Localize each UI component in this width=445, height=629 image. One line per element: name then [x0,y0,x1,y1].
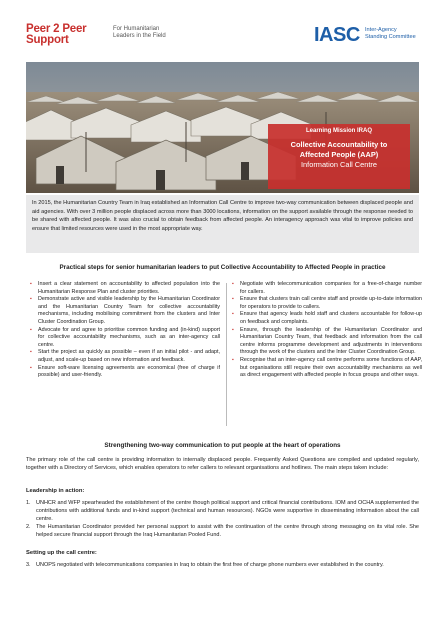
practical-steps-heading: Practical steps for senior humanitarian leaders to put Collective Accountability to Affected People in practice [59,264,386,271]
list-item [26,500,419,523]
leadership-list [26,500,419,541]
list-item: ▪ Insert a clear statement on accountability to affected population into the Humanitarian Response Plan and cluster priorities. [30,281,220,296]
list-item [26,524,419,540]
list-item: ▪ Recognise that an inter-agency call centre performs some functions of AAP, but organisations still require their own accountability mechanisms as well as direct engagement with affected people in focus groups and other ways. [232,357,422,380]
list-item: ▪ Ensure soft-ware licensing agreements are economical (free of charge if possible) and user-friendly. [30,365,220,380]
setup-list [26,562,419,571]
list-text: The Humanitarian Coordinator provided her personal support to assist with the continuation of the centre through strong messaging on its vital role. She helped secure financial support through the Iraq Humanitarian Pooled Fund. [36,524,419,539]
list-item: ▪ Negotiate with telecommunication companies for a free-of-charge number for callers. [232,281,422,296]
iasc-tagline-line1: Inter-Agency [365,27,397,33]
mission-title-line1: Collective Accountability to [290,140,388,149]
p2p-logo-line2: Support [26,34,69,46]
practical-steps-left-list [30,281,220,380]
list-item: ▪ Ensure, through the leadership of the Humanitarian Coordinator and Humanitarian Country Team, that feedback and information from the call centre informs programme development and adjustments in interventions through the work of the clusters and the Inter Cluster Coordination Group. [232,327,422,357]
list-item: ▪ Advocate for and agree to prioritise common funding and (in-kind) support for collective accountability mechanisms, such as an inter-agency call centre. [30,327,220,350]
list-item: ▪ Demonstrate active and visible leadership by the Humanitarian Coordinator and the Humanitarian Country Team for collective accountability mechanisms, including mobilising commitment from the clusters and Inter Cluster Coordination Group. [30,296,220,326]
iasc-logo: IASC [314,24,360,46]
list-number: 3. [26,562,31,568]
iasc-tagline [365,27,416,41]
list-text: UNOPS negotiated with telecommunications companies in Iraq to obtain the first free of charge phone numbers ever established in the country. [36,562,384,568]
column-divider [226,283,227,426]
leadership-label: Leadership in action: [26,488,85,494]
primary-role-paragraph: The primary role of the call centre is providing information to internally displaced people. Frequently Asked Questions are compiled and updated regularly, together with a Directory of Services, which enables operators to refer callers to relevant organisations and hotlines. The main steps taken include: [26,457,419,471]
intro-paragraph: In 2015, the Humanitarian Country Team in Iraq established an Information Call Centre to improve two-way communication between displaced people and aid agencies. With over 3 million people displaced across more than 3000 locations, information on the support available through the response needed to be shared with affected people. It was also crucial to obtain feedback from affected people. An interagency approach was vital to improve policies and ensure that limited resources were used in the most appropriate way. [26,195,419,253]
iasc-tagline-line2: Standing Committee [365,34,416,40]
p2p-logo-line1: Peer 2 Peer [26,23,87,35]
p2p-tagline-line1: For Humanitarian [113,26,160,32]
mission-kicker: Learning Mission IRAQ [305,128,372,134]
list-item: ▪ Ensure that agency leads hold staff and clusters accountable for follow-up on feedback and complaints. [232,311,422,326]
list-text: UNHCR and WFP spearheaded the establishment of the centre though political support and critical financial contributions. IOM and OCHA supplemented the contributions with additional funds and in-kind support (technical and human resources). NGOs were supportive in disseminating information about the call centre. [36,500,419,522]
list-item: ▪ Ensure that clusters train call centre staff and provide up-to-date information for operators to provide to callers. [232,296,422,311]
list-item [26,562,419,570]
practical-steps-right-list [232,281,422,380]
page-header [0,0,445,62]
list-number: 1. [26,500,31,506]
setup-label: Setting up the call centre: [26,550,97,556]
p2p-tagline [113,26,166,40]
list-item: ▪ Start the project as quickly as possible – even if an initial pilot - and adapt, adjust, and scale-up based on new information and feedback. [30,349,220,364]
two-way-communication-heading: Strengthening two-way communication to put people at the heart of operations [104,442,341,449]
p2p-tagline-line2: Leaders in the Field [113,33,166,39]
peer-2-peer-logo [26,24,118,46]
mission-title-line2: Affected People (AAP) [299,150,379,159]
list-number: 2. [26,524,31,531]
mission-subtitle: Information Call Centre [301,160,377,169]
learning-mission-banner [268,124,410,189]
